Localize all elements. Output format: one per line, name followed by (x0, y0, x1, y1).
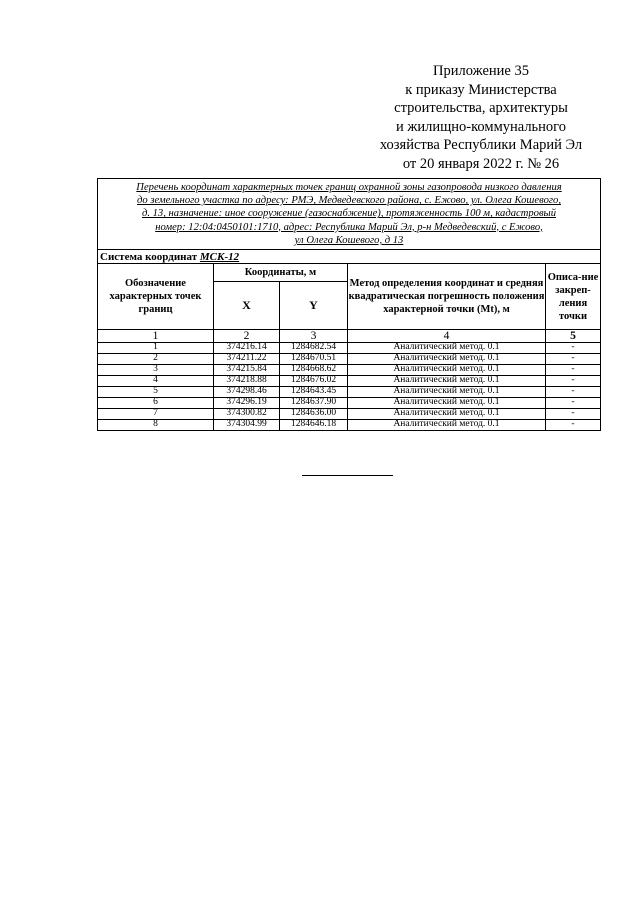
table-row (98, 343, 601, 354)
point-cell: 1 (98, 343, 214, 354)
desc-cell: - (546, 398, 601, 409)
x-cell: 374296.19 (214, 398, 280, 409)
y-cell: 1284676.02 (280, 376, 348, 387)
table-description (98, 179, 601, 250)
desc-cell: - (546, 343, 601, 354)
col-number: 2 (214, 330, 280, 343)
method-cell: Аналитический метод. 0.1 (348, 376, 546, 387)
description-line: Перечень координат характерных точек границ охранной зоны газопровода низкого давления (136, 181, 562, 193)
table-row (98, 409, 601, 420)
x-cell: 374215.84 (214, 365, 280, 376)
description-line: ул Олега Кошевого, д 13 (294, 234, 404, 246)
coordinates-table (97, 178, 601, 431)
method-cell: Аналитический метод. 0.1 (348, 409, 546, 420)
description-line: д. 13, назначение: иное сооружение (газоснабжение), протяженность 100 м, кадастровый (141, 208, 557, 220)
table-row (98, 365, 601, 376)
desc-cell: - (546, 376, 601, 387)
method-cell: Аналитический метод. 0.1 (348, 420, 546, 431)
method-cell: Аналитический метод. 0.1 (348, 387, 546, 398)
table-row (98, 376, 601, 387)
y-cell: 1284646.18 (280, 420, 348, 431)
col-number: 1 (98, 330, 214, 343)
col-coords-header: Координаты, м (214, 264, 348, 282)
method-cell: Аналитический метод. 0.1 (348, 365, 546, 376)
y-cell: 1284668.62 (280, 365, 348, 376)
col-number: 3 (280, 330, 348, 343)
desc-cell: - (546, 420, 601, 431)
x-cell: 374216.14 (214, 343, 280, 354)
column-numbers-row (98, 330, 601, 343)
y-cell: 1284637.90 (280, 398, 348, 409)
appendix-header (360, 62, 602, 173)
col-point-header: Обозначение характерных точек границ (98, 264, 214, 330)
x-cell: 374218.88 (214, 376, 280, 387)
point-cell: 8 (98, 420, 214, 431)
header-line: от 20 января 2022 г. № 26 (402, 155, 560, 172)
header-line: хозяйства Республики Марий Эл (379, 137, 583, 153)
col-y-header: Y (280, 282, 348, 330)
header-line: строительства, архитектуры (394, 100, 568, 116)
desc-cell: - (546, 409, 601, 420)
point-cell: 2 (98, 354, 214, 365)
desc-cell: - (546, 354, 601, 365)
table-row (98, 420, 601, 431)
method-cell: Аналитический метод. 0.1 (348, 343, 546, 354)
point-cell: 4 (98, 376, 214, 387)
point-cell: 3 (98, 365, 214, 376)
header-line: к приказу Министерства (405, 81, 557, 98)
x-cell: 374300.82 (214, 409, 280, 420)
table-body (98, 179, 601, 431)
col-number: 5 (546, 330, 601, 343)
y-cell: 1284670.51 (280, 354, 348, 365)
x-cell: 374298.46 (214, 387, 280, 398)
coordinate-system-label: Система координат (100, 250, 198, 263)
header-line: Приложение 35 (433, 63, 529, 79)
description-line: до земельного участка по адресу: РМЭ, Медведевского района, с. Ежово, ул. Олега Кошевого, (137, 195, 561, 207)
description-line: номер: 12:04:0450101:1710, адрес: Республика Марий Эл, р-н Медведевский, с Ежово, (155, 221, 543, 233)
col-x-header: X (214, 282, 280, 330)
method-cell: Аналитический метод. 0.1 (348, 398, 546, 409)
header-line: и жилищно-коммунального (395, 118, 567, 135)
y-cell: 1284682.54 (280, 343, 348, 354)
table-row (98, 387, 601, 398)
col-method-header: Метод определения координат и средняя квадратическая погрешность положения характерной точки (Mt), м (348, 264, 546, 330)
point-cell: 5 (98, 387, 214, 398)
coordinate-system-value: МСК-12 (199, 250, 240, 263)
y-cell: 1284643.45 (280, 387, 348, 398)
table-row (98, 354, 601, 365)
method-cell: Аналитический метод. 0.1 (348, 354, 546, 365)
end-divider (302, 475, 393, 476)
x-cell: 374211.22 (214, 354, 280, 365)
col-number: 4 (348, 330, 546, 343)
point-cell: 7 (98, 409, 214, 420)
y-cell: 1284636.00 (280, 409, 348, 420)
col-desc-header: Описа-ние закреп-ления точки (546, 264, 601, 330)
desc-cell: - (546, 365, 601, 376)
point-cell: 6 (98, 398, 214, 409)
x-cell: 374304.99 (214, 420, 280, 431)
coordinate-system-row (98, 250, 601, 264)
desc-cell: - (546, 387, 601, 398)
table-row (98, 398, 601, 409)
